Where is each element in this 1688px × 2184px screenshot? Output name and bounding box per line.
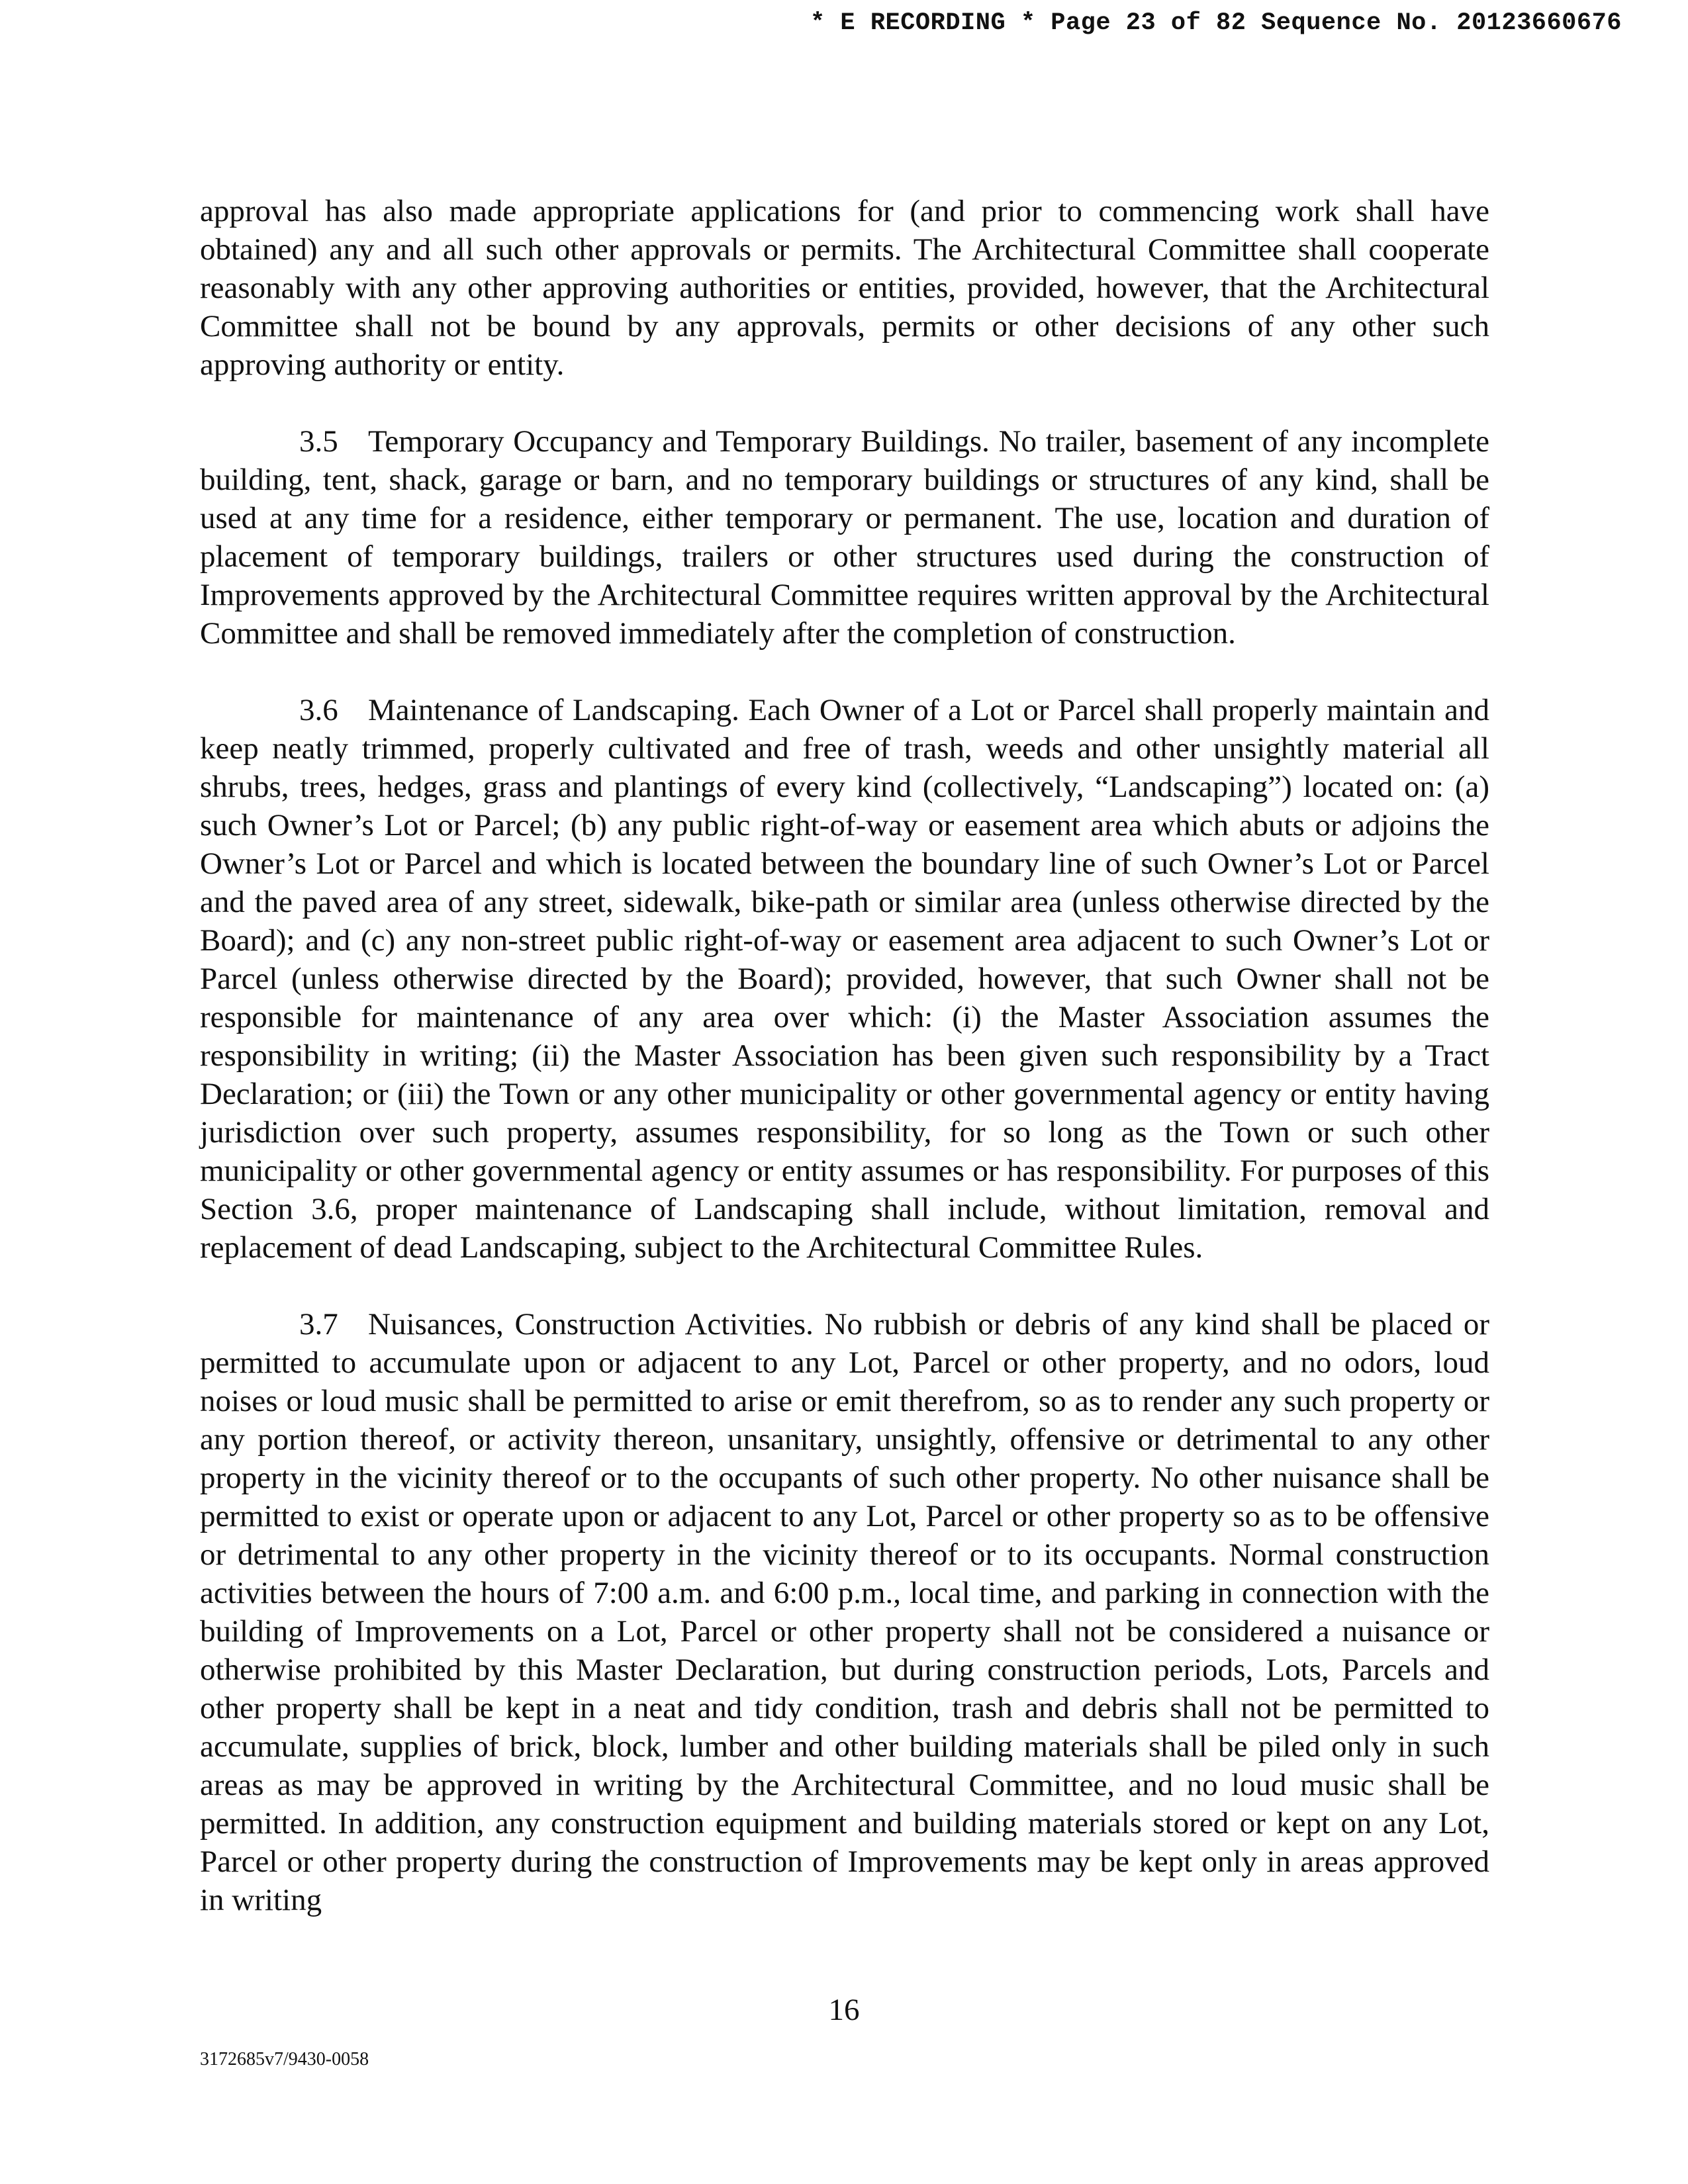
paragraph-text: Temporary Occupancy and Temporary Buildings. No trailer, basement of any incomplete building, tent, shack, garage or barn, and no temporary buildings or structures of any kind, shall be used at any time for a residence, either temporary or permanent. The use, location and duration of placement of temporary buildings, trailers or other structures used during the construction of Improvements approved by the Architectural Committee requires written approval by the Architectural Committee and shall be removed immediately after the completion of construction. — [200, 424, 1489, 651]
section-number: 3.6 — [299, 693, 338, 727]
page-number: 16 — [828, 1993, 860, 2027]
paragraph-text: Maintenance of Landscaping. Each Owner of a Lot or Parcel shall properly maintain and keep neatly trimmed, properly cultivated and free of trash, weeds and other unsightly material all shrubs, trees, hedges, grass and plantings of every kind (collectively, “Landscaping”) located on: (a) such Owner’s Lot or Parcel; (b) any public right-of-way or easement area which abuts or adjoins the Owner’s Lot or Parcel and which is located between the boundary line of such Owner’s Lot or Parcel and the paved area of any street, sidewalk, bike-path or similar area (unless otherwise directed by the Board); and (c) any non-street public right-of-way or easement area adjacent to such Owner’s Lot or Parcel (unless otherwise directed by the Board); provided, however, that such Owner shall not be responsible for maintenance of any area over which: (i) the Master Association assumes the responsibility in writing; (ii) the Master Association has been given such responsibility by a Tract Declaration; or (iii) the Town or any other municipality or other governmental agency or entity having jurisdiction over such property, assumes responsibility, for so long as the Town or such other municipality or other governmental agency or entity assumes or has responsibility. For purposes of this Section 3.6, proper maintenance of Landscaping shall include, without limitation, removal and replacement of dead Landscaping, subject to the Architectural Committee Rules. — [200, 693, 1489, 1265]
paragraph-continuation — [200, 192, 1489, 384]
document-body — [200, 192, 1489, 1958]
document-id: 3172685v7/9430-0058 — [200, 2049, 369, 2070]
paragraph-section-3-5 — [200, 422, 1489, 653]
paragraph-text: approval has also made appropriate applications for (and prior to commencing work shall have obtained) any and all such other approvals or permits. The Architectural Committee shall cooperate reasonably with any other approving authorities or entities, provided, however, that the Architectural Committee shall not be bound by any approvals, permits or other decisions of any other such approving authority or entity. — [200, 194, 1489, 382]
recording-header: * E RECORDING * Page 23 of 82 Sequence No. 20123660676 — [810, 9, 1622, 37]
section-number: 3.7 — [299, 1307, 338, 1342]
section-number: 3.5 — [299, 424, 338, 459]
paragraph-section-3-7 — [200, 1305, 1489, 1919]
paragraph-text: Nuisances, Construction Activities. No rubbish or debris of any kind shall be placed or permitted to accumulate upon or adjacent to any Lot, Parcel or other property, and no odors, loud noises or loud music shall be permitted to arise or emit therefrom, so as to render any such property or any portion thereof, or activity thereon, unsanitary, unsightly, offensive or detrimental to any other property in the vicinity thereof or to the occupants of such other property. No other nuisance shall be permitted to exist or operate upon or adjacent to any Lot, Parcel or other property so as to be offensive or detrimental to any other property in the vicinity thereof or to its occupants. Normal construction activities between the hours of 7:00 a.m. and 6:00 p.m., local time, and parking in connection with the building of Improvements on a Lot, Parcel or other property shall not be considered a nuisance or otherwise prohibited by this Master Declaration, but during construction periods, Lots, Parcels and other property shall be kept in a neat and tidy condition, trash and debris shall not be permitted to accumulate, supplies of brick, block, lumber and other building materials shall be piled only in such areas as may be approved in writing by the Architectural Committee, and no loud music shall be permitted. In addition, any construction equipment and building materials stored or kept on any Lot, Parcel or other property during the construction of Improvements may be kept only in areas approved in writing — [200, 1307, 1489, 1917]
paragraph-section-3-6 — [200, 691, 1489, 1267]
